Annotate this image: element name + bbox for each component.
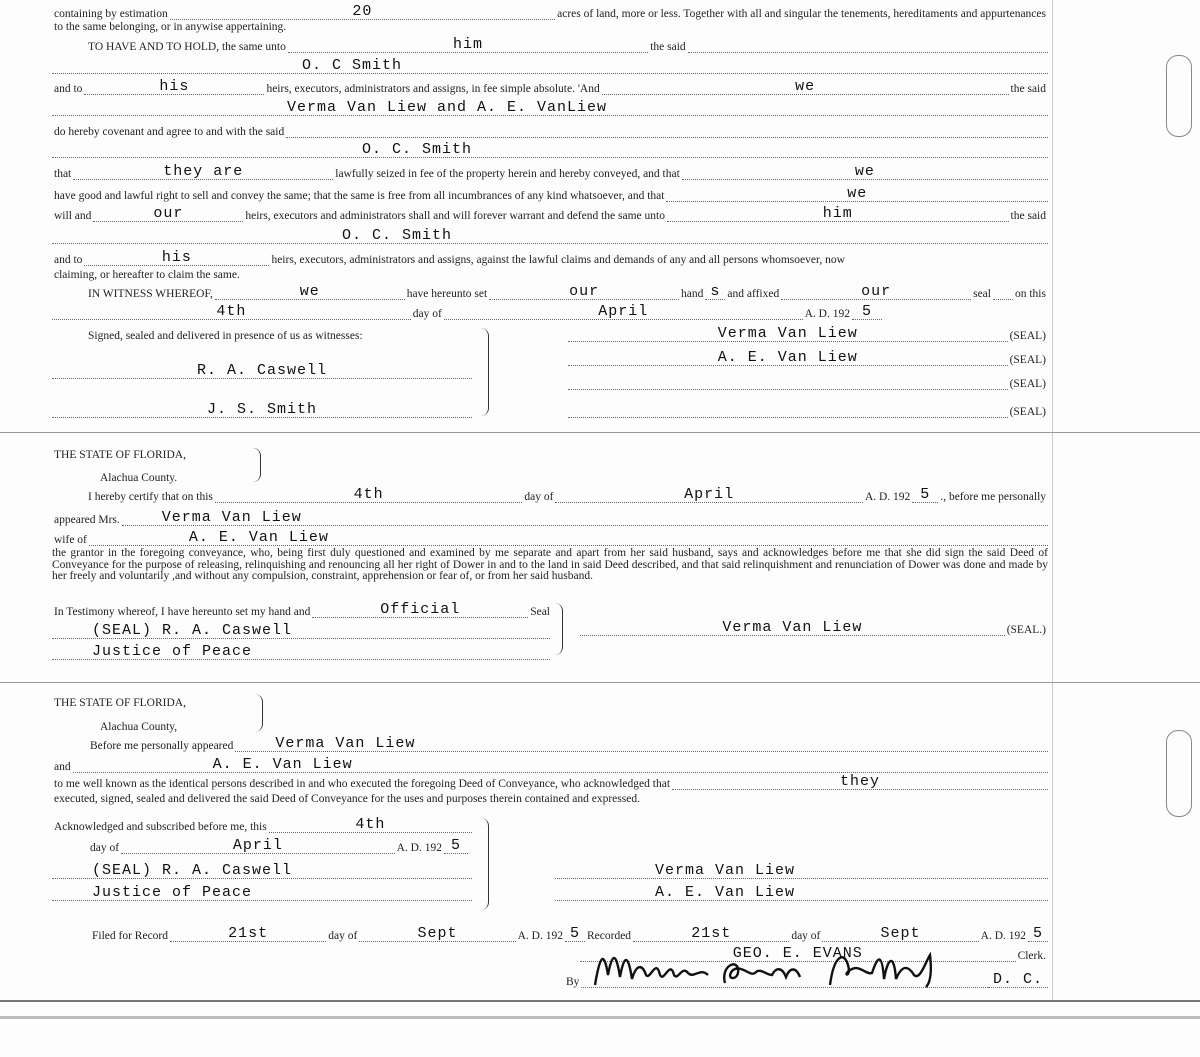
text: day of [791, 930, 821, 942]
line [52, 642, 550, 660]
text: Clerk. [1017, 950, 1046, 962]
text: A. D. 192 [517, 930, 563, 942]
month-field[interactable]: April [444, 304, 803, 320]
field[interactable]: Verma Van Liew [235, 736, 1048, 752]
margin-line [1052, 0, 1053, 1000]
line [52, 691, 252, 709]
field[interactable]: 5 [444, 838, 468, 854]
field[interactable]: A. E. Van Liew [89, 530, 1048, 546]
state-heading: THE STATE OF FLORIDA, [54, 697, 186, 709]
field[interactable]: April [121, 838, 395, 854]
grantee-field[interactable]: O. C Smith [52, 58, 1048, 74]
field[interactable]: him [288, 37, 648, 53]
field[interactable]: 5 [1028, 926, 1048, 942]
text: By [566, 976, 580, 988]
line [52, 787, 1048, 805]
field[interactable] [688, 52, 1048, 53]
line [86, 485, 1048, 503]
text: wife of [54, 534, 87, 546]
text: Acknowledged and subscribed before me, this [54, 821, 267, 833]
acres-field[interactable]: 20 [170, 4, 555, 20]
text: In Testimony whereof, I have hereunto set my hand and [54, 606, 311, 618]
grantor-signature[interactable]: Verma Van Liew [568, 326, 1008, 342]
field[interactable]: Sept [359, 926, 515, 942]
text: that [54, 168, 72, 180]
line [52, 15, 1048, 33]
text: appeared Mrs. [54, 514, 120, 526]
text: and to [54, 254, 83, 266]
line [52, 263, 1048, 281]
clerk-name[interactable]: GEO. E. EVANS [580, 946, 1016, 962]
text: heirs, executors and administrators shall and will forever warrant and defend the same unto [245, 210, 665, 222]
text: heirs, executors, administrators and assigns, against the lawful claims and demands of any and all persons whomsoever, now [271, 254, 845, 266]
field[interactable]: his [84, 250, 269, 266]
text: the said [1010, 210, 1046, 222]
text: I hereby certify that on this [88, 491, 213, 503]
line [52, 302, 882, 320]
field[interactable]: we [666, 186, 1048, 202]
text: to me well known as the identical persons described in and who executed the foregoing Deed of Conveyance, who acknowledged that [54, 778, 671, 790]
state-heading: THE STATE OF FLORIDA, [54, 449, 186, 461]
field[interactable]: they [672, 774, 1048, 790]
line [88, 734, 1048, 752]
signature[interactable]: A. E. Van Liew [555, 885, 1048, 901]
witness-line [52, 400, 472, 418]
line [52, 204, 1048, 222]
handwritten-signature [590, 945, 960, 990]
witness-line [52, 361, 472, 379]
line [86, 35, 1048, 53]
text: Recorded [586, 930, 632, 942]
signature-stroke [724, 964, 800, 983]
text: and affixed [727, 288, 780, 300]
line [52, 508, 1048, 526]
text: and to [54, 83, 83, 95]
field[interactable]: we [215, 284, 405, 300]
brace [478, 328, 489, 416]
line [52, 120, 1048, 138]
field[interactable]: 5 [565, 926, 585, 942]
line [52, 600, 552, 618]
blank-signature[interactable] [568, 417, 1008, 418]
line [52, 815, 472, 833]
divider [0, 432, 1200, 433]
text: have good and lawful right to sell and convey the same; that the same is free from all incumbrances of any kind whatsoever, and that [54, 190, 665, 202]
field[interactable]: we [602, 79, 1009, 95]
text: hand [681, 288, 704, 300]
text: the said [650, 41, 686, 53]
seal-label: (SEAL) [1009, 330, 1046, 342]
line [52, 184, 1048, 202]
line [52, 162, 1048, 180]
signature-line [568, 372, 1048, 390]
text: have hereunto set [406, 288, 488, 300]
text: seal [973, 288, 991, 300]
text: TO HAVE AND TO HOLD, the same unto [88, 41, 286, 53]
signature[interactable]: Verma Van Liew [580, 620, 1005, 636]
seal-label: (SEAL.) [1006, 624, 1046, 636]
text: Seal [530, 606, 550, 618]
binder-hole [1166, 55, 1192, 137]
text: do hereby covenant and agree to and with the said [54, 126, 285, 138]
blank-signature[interactable] [568, 389, 1008, 390]
county-heading: Alachua County. [100, 472, 178, 484]
line [86, 282, 1048, 300]
line [52, 621, 550, 639]
field[interactable]: April [555, 487, 863, 503]
field[interactable]: 4th [215, 487, 523, 503]
line [98, 466, 258, 484]
witness-signature[interactable]: J. S. Smith [52, 402, 472, 418]
text: Signed, sealed and delivered in presence of us as witnesses: [88, 330, 363, 342]
brace [552, 603, 563, 655]
witness-signature[interactable]: R. A. Caswell [52, 363, 472, 379]
divider [0, 682, 1200, 683]
text: day of [412, 308, 442, 320]
text: A. D. 192 [804, 308, 850, 320]
seal-label: (SEAL) [1009, 406, 1046, 418]
field[interactable]: 4th [269, 817, 472, 833]
line [52, 98, 1048, 116]
field[interactable] [286, 137, 1048, 138]
officer-title[interactable]: Justice of Peace [52, 644, 550, 660]
text: acres of land, more or less. Together with all and singular the tenements, hereditaments and appurtenances [557, 8, 1046, 20]
field[interactable]: Sept [822, 926, 978, 942]
field[interactable]: they are [73, 164, 333, 180]
field[interactable]: our [93, 206, 243, 222]
field[interactable]: his [84, 79, 264, 95]
field[interactable]: we [682, 164, 1048, 180]
field[interactable]: 21st [633, 926, 789, 942]
text: Filed for Record [92, 930, 169, 942]
text: executed, signed, sealed and delivered the said Deed of Conveyance for the uses and purposes therein contained and expressed. [54, 793, 640, 805]
grantor-signature[interactable]: A. E. Van Liew [568, 350, 1008, 366]
certificate-paragraph: the grantor in the foregoing conveyance, who, being first duly questioned and examined by me separate and apart from her said husband, says and acknowledges before me that she did sign the said Deed of Conveyance for the purpose of releasing, relinquishing and renouncing all her right of Dower in and to the land in said Deed described, and that said relinquishment and renunciation of Dower was done and made by her freely and voluntarily ,and without any compulsion, constraint, apprehension or fear of, or from her said husband. [52, 547, 1048, 582]
line [52, 56, 1048, 74]
field[interactable]: 5 [912, 487, 938, 503]
field[interactable]: s [705, 284, 725, 300]
signature[interactable]: Verma Van Liew [555, 863, 1048, 879]
text: IN WITNESS WHEREOF, [88, 288, 213, 300]
field[interactable]: 21st [170, 926, 326, 942]
divider [0, 1000, 1200, 1002]
text: day of [90, 842, 120, 854]
line [52, 883, 472, 901]
text: Before me personally appeared [90, 740, 234, 752]
line [52, 226, 1048, 244]
field[interactable]: Official [312, 602, 528, 618]
signature-line [568, 324, 1048, 342]
signature-stroke [595, 958, 708, 985]
year-field[interactable]: 5 [852, 304, 882, 320]
text: day of [328, 930, 358, 942]
line [52, 443, 252, 461]
text: A. D. 192 [980, 930, 1027, 942]
seal-label: (SEAL) [1009, 354, 1046, 366]
signature-line [555, 883, 1048, 901]
line [52, 528, 1048, 546]
text: A. D. 192 [396, 842, 442, 854]
line [52, 140, 1048, 158]
text: lawfully seized in fee of the property herein and hereby conveyed, and that [335, 168, 680, 180]
signature-stroke [830, 955, 931, 987]
seal-label: (SEAL) [1009, 378, 1046, 390]
text: day of [524, 491, 554, 503]
text: on this [1014, 288, 1046, 300]
field[interactable]: O. C. Smith [52, 228, 1048, 244]
text: ., before me personally [940, 491, 1047, 503]
officer-signature[interactable]: (SEAL) R. A. Caswell [52, 863, 472, 879]
field[interactable]: our [781, 284, 971, 300]
brace [250, 448, 261, 482]
field[interactable]: A. E. Van Liew [73, 757, 1048, 773]
signature-line [555, 861, 1048, 879]
field[interactable]: our [489, 284, 679, 300]
text: heirs, executors, administrators and assigns, in fee simple absolute. 'And [266, 83, 600, 95]
brace [478, 818, 489, 910]
line [52, 77, 1048, 95]
text: will and [54, 210, 92, 222]
signature-line [580, 618, 1048, 636]
brace [252, 694, 263, 732]
line [88, 836, 468, 854]
text: claiming, or hereafter to claim the same. [54, 269, 240, 281]
officer-signature[interactable]: (SEAL) R. A. Caswell [52, 623, 550, 639]
text: to the same belonging, or in anywise appertaining. [54, 21, 287, 33]
text: containing by estimation [54, 8, 168, 20]
day-field[interactable]: 4th [52, 304, 411, 320]
line [98, 715, 258, 733]
line [86, 324, 486, 342]
signature-line [568, 400, 1048, 418]
record-line [90, 924, 1048, 942]
text: and [54, 761, 71, 773]
signature-line [568, 348, 1048, 366]
line [52, 861, 472, 879]
officer-title[interactable]: Justice of Peace [52, 885, 472, 901]
grantors-field[interactable]: Verma Van Liew and A. E. VanLiew [52, 100, 1048, 116]
field[interactable]: O. C. Smith [52, 142, 1048, 158]
line [52, 755, 1048, 773]
divider [0, 1016, 1200, 1019]
field[interactable]: him [667, 206, 1009, 222]
field[interactable]: D. C. [988, 972, 1048, 988]
field[interactable]: Verma Van Liew [122, 510, 1048, 526]
text: the said [1010, 83, 1046, 95]
field[interactable] [993, 299, 1013, 300]
binder-hole [1166, 730, 1192, 817]
text: A. D. 192 [864, 491, 911, 503]
county-heading: Alachua County, [100, 721, 178, 733]
